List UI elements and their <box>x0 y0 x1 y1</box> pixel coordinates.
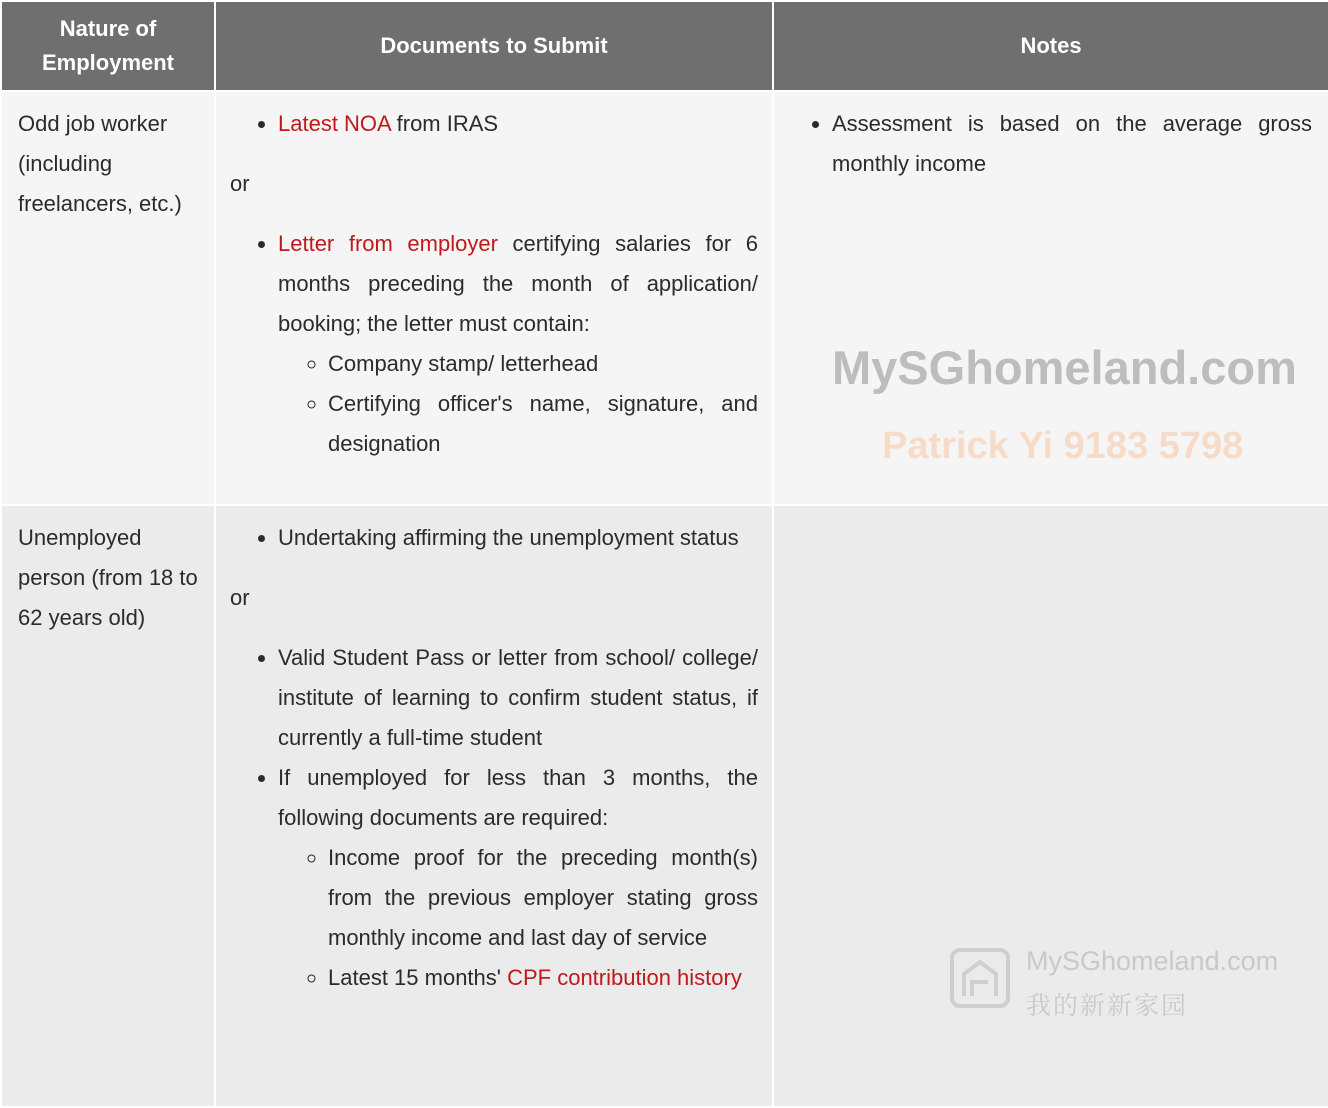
document-list <box>230 638 758 998</box>
watermark-logo-cn: 我的新新家园 <box>1026 992 1189 1020</box>
watermark-logo-site: MySGhomeland.com <box>1026 946 1279 976</box>
sub-list-item: ◦ Certifying officer's name, signature, and designation <box>328 384 758 464</box>
list-item <box>278 104 758 144</box>
table-header-row <box>1 1 1328 91</box>
watermark-contact: Patrick Yi 9183 5798 <box>882 425 1244 467</box>
header-documents: Documents to Submit <box>215 1 773 91</box>
list-item: • Valid Student Pass or letter from school/ college/ institute of learning to confirm student status, if currently a full-time student <box>278 638 758 758</box>
sub-list <box>278 344 758 464</box>
list-item <box>278 758 758 998</box>
house-logo-icon <box>950 948 1010 1008</box>
highlight-text: Latest NOA <box>278 111 391 136</box>
highlight-text: Letter from employer <box>278 231 498 256</box>
highlight-text: CPF contribution history <box>507 965 742 990</box>
nature-cell: Odd job worker (including freelancers, etc.) <box>1 91 215 505</box>
item-text: certifying salaries for 6 months preceding the month of application/ booking; the letter must contain: <box>278 231 758 336</box>
item-text: If unemployed for less than 3 months, the following documents are required: <box>278 765 758 830</box>
sub-list-item: ◦ Income proof for the preceding month(s) from the previous employer stating gross monthly income and last day of service <box>328 838 758 958</box>
documents-cell <box>215 91 773 505</box>
or-separator: or <box>230 585 250 610</box>
nature-cell: Unemployed person (from 18 to 62 years old) <box>1 505 215 1107</box>
or-separator: or <box>230 171 250 196</box>
list-item <box>278 224 758 464</box>
document-list <box>230 104 758 144</box>
sub-list-item: ◦ Company stamp/ letterhead <box>328 344 758 384</box>
table-row <box>1 91 1328 505</box>
list-item: • Undertaking affirming the unemployment status <box>278 518 758 558</box>
header-nature: Nature of Employment <box>1 1 215 91</box>
watermark-site: MySGhomeland.com <box>832 341 1297 394</box>
header-notes: Notes <box>773 1 1328 91</box>
notes-cell <box>773 91 1328 505</box>
document-list <box>230 224 758 464</box>
item-text: from IRAS <box>390 111 499 136</box>
sub-list <box>278 838 758 998</box>
document-list <box>230 518 758 558</box>
item-text: Latest 15 months' <box>328 965 508 990</box>
documents-cell <box>215 505 773 1107</box>
notes-list <box>794 104 1312 184</box>
sub-list-item <box>328 958 758 998</box>
watermark-logo <box>950 946 1290 1026</box>
list-item: • Assessment is based on the average gross monthly income <box>832 104 1312 184</box>
